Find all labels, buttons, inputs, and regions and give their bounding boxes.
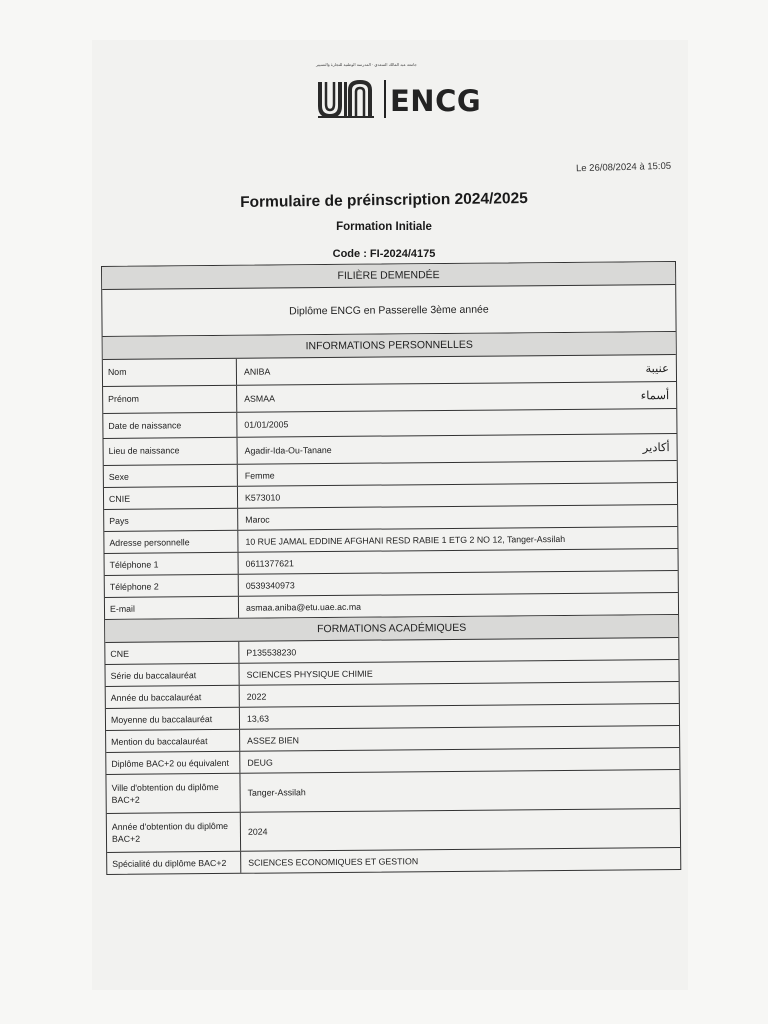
field-label: Téléphone 1 [105,553,239,575]
form-code: Code : FI-2024/4175 [332,248,436,260]
field-value: 0539340973 [245,579,295,591]
submission-date: Le 26/08/2024 à 15:05 [575,160,672,175]
encg-logo [316,62,482,120]
logo-separator [384,80,386,118]
field-value-arabic: عنيبة [645,361,669,376]
field-value: 0611377621 [245,557,294,569]
field-label: Pays [104,509,238,531]
field-label: Lieu de naissance [104,438,238,465]
field-value-arabic: أكادير [642,440,670,455]
field-label: CNIE [104,487,238,509]
field-value: ASSEZ BIEN [247,734,300,746]
field-value: 2024 [247,826,268,837]
field-value: Tanger-Assilah [247,787,306,798]
field-label: Spécialité du diplôme BAC+2 [107,852,241,874]
field-value: K573010 [244,491,281,503]
field-label: Mention du baccalauréat [106,730,240,752]
university-monogram-icon [316,76,378,120]
preinscription-form [101,261,681,875]
field-value: ANIBA [243,366,271,377]
academic-info-header: FORMATIONS ACADÉMIQUES [105,615,678,643]
field-value: SCIENCES ECONOMIQUES ET GESTION [248,855,419,868]
logo-arabic-caption: جامعة عبد المالك السعدي · المدرسة الوطنية للتجارة والتسيير [316,62,417,67]
field-value: asmaa.aniba@etu.uae.ac.ma [245,601,362,613]
field-value: P135538230 [246,646,297,658]
field-label: CNE [105,642,239,664]
field-value: SCIENCES PHYSIQUE CHIMIE [246,668,373,680]
filiere-value: Diplôme ENCG en Passerelle 3ème année [102,285,675,337]
field-label: Date de naissance [103,413,237,438]
field-value: Femme [244,469,275,481]
form-subtitle: Formation Initiale [336,221,432,233]
field-label: Adresse personnelle [104,531,238,553]
field-value: Maroc [245,514,270,525]
filiere-header: FILIÈRE DEMENDÉE [102,262,675,290]
field-value: Agadir-Ida-Ou-Tanane [244,444,332,456]
field-label: Sexe [104,465,238,487]
table-row [106,770,679,814]
field-value: 01/01/2005 [244,419,289,430]
personal-info-header: INFORMATIONS PERSONNELLES [103,332,676,360]
field-value: 10 RUE JAMAL EDDINE AFGHANI RESD RABIE 1 ETG 2 NO 12, Tanger-Assilah [245,533,566,547]
table-row [107,848,680,874]
field-label: Téléphone 2 [105,575,239,597]
logo-text: ENCG [390,84,482,118]
field-label: Nom [103,359,237,386]
field-label: Année d'obtention du diplôme BAC+2 [107,813,241,852]
field-label: Diplôme BAC+2 ou équivalent [106,752,240,774]
field-value: 13,63 [246,713,270,724]
field-label: Série du baccalauréat [105,664,239,686]
field-value: 2022 [246,691,267,702]
field-label: Ville d'obtention du diplôme BAC+2 [106,774,240,813]
form-title: Formulaire de préinscription 2024/2025 [240,189,528,212]
field-label: Année du baccalauréat [106,686,240,708]
table-row [107,809,680,853]
field-value: DEUG [247,757,273,768]
field-label: Prénom [103,386,237,413]
field-label: E-mail [105,597,239,619]
field-value-arabic: أسماء [640,388,670,403]
field-value: ASMAA [244,393,276,404]
field-label: Moyenne du baccalauréat [106,708,240,730]
